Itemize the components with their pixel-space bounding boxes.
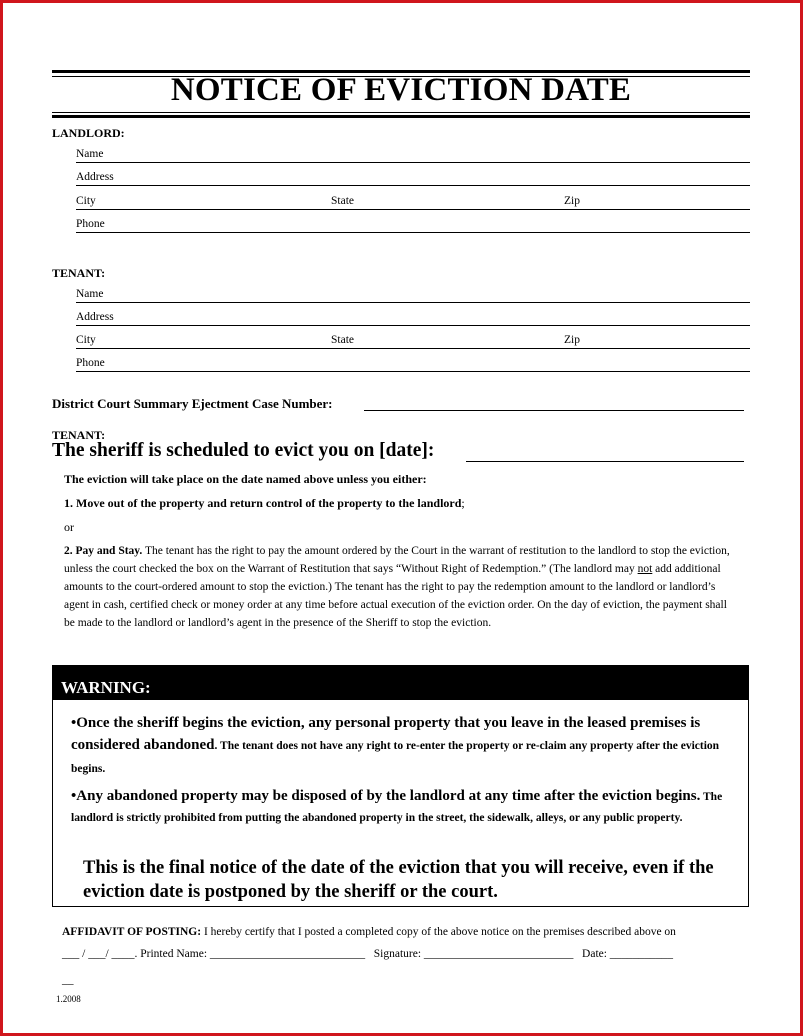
option-2-text-a: The tenant has the right to pay the amount ordered by the Court in the warrant of restitution to the landlord to stop the eviction, unless the court checked the box on the Warrant of Restitution that says “Without Right of Redemption.” (The landlord may bbox=[64, 545, 730, 575]
warning-heading: WARNING: bbox=[61, 678, 151, 697]
or-text: or bbox=[64, 520, 74, 534]
warning-bullet-1-detail: . The tenant does not have any right to re-enter the property or re-claim any property after the eviction begins. bbox=[71, 740, 720, 775]
sheriff-date-statement: The sheriff is scheduled to evict you on [date]: bbox=[52, 440, 435, 461]
warning-bullet-1-main: Once the sheriff begins the eviction, any personal property that you leave in the leased premises is considered abandoned bbox=[71, 715, 701, 753]
tenant-label: TENANT: bbox=[52, 266, 106, 280]
tenant-name-field[interactable]: Name bbox=[76, 288, 750, 303]
bullet-icon: • bbox=[71, 715, 77, 731]
affidavit-body: I hereby certify that I posted a completed copy of the above notice on the premises described above on bbox=[201, 926, 676, 938]
case-number-field[interactable] bbox=[364, 410, 744, 411]
title-rule-bottom-thin bbox=[52, 112, 750, 113]
landlord-phone-field[interactable]: Phone bbox=[76, 218, 750, 233]
warning-box bbox=[52, 665, 749, 907]
final-notice-statement: This is the final notice of the date of the eviction that you will receive, even if the eviction date is postponed by the sheriff or the court. bbox=[83, 858, 714, 902]
tenant-phone-field[interactable]: Phone bbox=[76, 357, 750, 372]
case-number-label: District Court Summary Ejectment Case Number: bbox=[52, 396, 333, 411]
affidavit-label: AFFIDAVIT OF POSTING: bbox=[62, 926, 202, 938]
landlord-state-field[interactable]: State bbox=[331, 195, 564, 210]
warning-bullet-2-detail: The landlord is strictly prohibited from putting the abandoned property in the street, the sidewalk, alleys, or any public property. bbox=[71, 791, 723, 824]
notice-tenant-label: TENANT: bbox=[52, 428, 106, 442]
bullet-icon: • bbox=[71, 788, 77, 804]
warning-bullet-2 bbox=[71, 786, 731, 828]
affidavit-text bbox=[62, 926, 676, 938]
form-version: 1.2008 bbox=[56, 994, 81, 1004]
eviction-date-field[interactable] bbox=[466, 461, 744, 462]
landlord-zip-field[interactable]: Zip bbox=[564, 195, 750, 210]
affidavit-signature-line[interactable]: ___ / ___/ ____. Printed Name: ___________________________ Signature: __________________________ Date: ___________ bbox=[62, 948, 674, 960]
landlord-label: LANDLORD: bbox=[52, 126, 125, 140]
affidavit-dash: __ bbox=[62, 974, 74, 986]
page-title: NOTICE OF EVICTION DATE bbox=[170, 72, 632, 108]
tenant-zip-field[interactable]: Zip bbox=[564, 334, 750, 349]
warning-header bbox=[53, 666, 748, 700]
warning-bullet-1 bbox=[71, 712, 731, 780]
option-1-text: 1. Move out of the property and return control of the property to the landlord bbox=[64, 496, 462, 510]
title-rule-bottom bbox=[52, 115, 750, 118]
tenant-city-field[interactable]: City bbox=[76, 334, 331, 349]
option-2-paragraph bbox=[64, 542, 734, 632]
option-1-end: ; bbox=[461, 496, 465, 510]
option-2-not: not bbox=[637, 563, 653, 575]
landlord-name-field[interactable]: Name bbox=[76, 148, 750, 163]
option-2-text-b: add additional amounts to the court-ordered amount to stop the eviction.) The tenant has the right to pay the redemption amount to the landlord or landlord’s agent in cash, certified check or money order at any time before actual execution of the eviction order. On the day of eviction, the payment shall be made to the landlord or landlord’s agent in the presence of the Sheriff to stop the eviction. bbox=[64, 563, 727, 629]
tenant-address-field[interactable]: Address bbox=[76, 311, 750, 326]
landlord-address-field[interactable]: Address bbox=[76, 171, 750, 186]
landlord-city-field[interactable]: City bbox=[76, 195, 331, 210]
option-1 bbox=[64, 496, 465, 511]
warning-bullet-2-main: Any abandoned property may be disposed of by the landlord at any time after the eviction begins. bbox=[76, 788, 701, 804]
tenant-state-field[interactable]: State bbox=[331, 334, 564, 349]
eviction-intro: The eviction will take place on the date named above unless you either: bbox=[64, 472, 427, 486]
option-2-lead: 2. Pay and Stay. bbox=[64, 545, 143, 557]
